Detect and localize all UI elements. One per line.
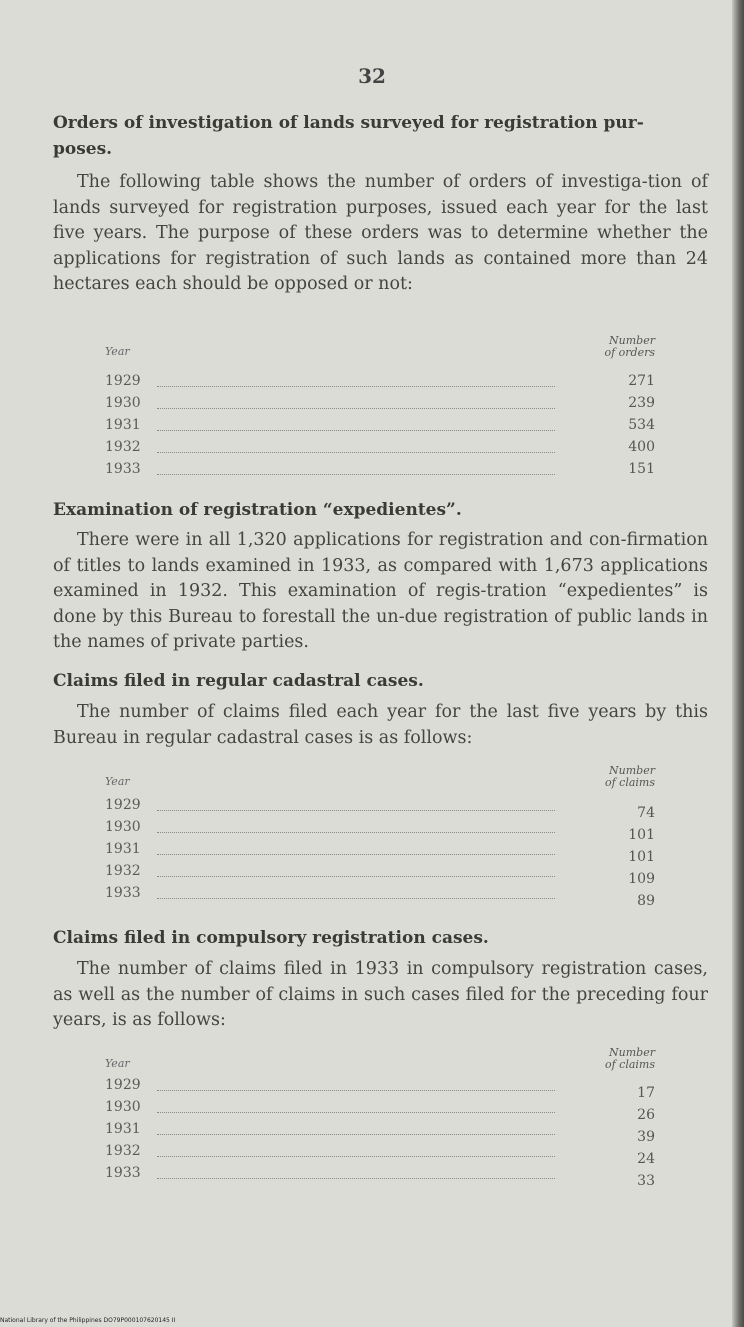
row-value: 74 bbox=[637, 805, 655, 821]
table-orders bbox=[105, 335, 655, 485]
table-row bbox=[105, 841, 655, 863]
column-header-number-line-1: Number bbox=[609, 764, 655, 777]
table-row bbox=[105, 1077, 655, 1099]
section-heading-compulsory: Claims filed in compulsory registration cases. bbox=[53, 928, 489, 948]
paragraph-text: There were in all 1,320 applications for registration and con-firmation of titles to lands examined in 1933, as compared with 1,673 applications examined in 1932. This examination of regis-tration “expedientes” is done by this Bureau to forestall the un-due registration of public lands in the names of private parties. bbox=[53, 530, 708, 652]
table-row bbox=[105, 1099, 655, 1121]
table-row bbox=[105, 439, 655, 461]
dot-leader bbox=[157, 386, 555, 387]
table-row bbox=[105, 461, 655, 483]
dot-leader bbox=[157, 1090, 555, 1091]
table-row bbox=[105, 797, 655, 819]
row-year: 1932 bbox=[105, 1143, 141, 1159]
row-year: 1932 bbox=[105, 863, 141, 879]
dot-leader bbox=[157, 854, 555, 855]
paragraph-examination bbox=[53, 528, 708, 656]
column-header-number-line-2: of claims bbox=[604, 776, 655, 789]
row-value: 239 bbox=[628, 395, 655, 411]
column-header-number-line-2: of orders bbox=[604, 346, 655, 359]
table-row bbox=[105, 1121, 655, 1143]
table-row bbox=[105, 417, 655, 439]
row-year: 1933 bbox=[105, 461, 141, 477]
table-row bbox=[105, 1165, 655, 1187]
row-value: 33 bbox=[637, 1173, 655, 1189]
dot-leader bbox=[157, 876, 555, 877]
row-year: 1930 bbox=[105, 1099, 141, 1115]
section-heading-orders bbox=[53, 110, 713, 162]
paragraph-text: The following table shows the number of orders of investiga-tion of lands surveyed for registration purposes, issued each year for the last five years. The purpose of these orders was to determine whether the applications for registration of such lands as contained more than 24 hectares each should be opposed or not: bbox=[53, 172, 708, 294]
table-row bbox=[105, 1143, 655, 1165]
dot-leader bbox=[157, 898, 555, 899]
dot-leader bbox=[157, 474, 555, 475]
column-header-year: Year bbox=[105, 345, 130, 358]
column-header-year: Year bbox=[105, 775, 130, 788]
column-header-number-line-1: Number bbox=[609, 334, 655, 347]
column-header-number-line-1: Number bbox=[609, 1046, 655, 1059]
row-year: 1930 bbox=[105, 819, 141, 835]
dot-leader bbox=[157, 1156, 555, 1157]
dot-leader bbox=[157, 452, 555, 453]
dot-leader bbox=[157, 1112, 555, 1113]
table-compulsory-claims bbox=[105, 1047, 655, 1197]
row-value: 151 bbox=[628, 461, 655, 477]
row-value: 17 bbox=[637, 1085, 655, 1101]
page-number: 32 bbox=[358, 64, 386, 88]
row-year: 1932 bbox=[105, 439, 141, 455]
column-header-year: Year bbox=[105, 1057, 130, 1070]
table-row bbox=[105, 395, 655, 417]
heading-line-2: poses. bbox=[53, 139, 113, 159]
table-row bbox=[105, 373, 655, 395]
row-year: 1929 bbox=[105, 373, 141, 389]
column-header-number-line-2: of claims bbox=[604, 1058, 655, 1071]
paragraph-text: The number of claims filed each year for the last five years by this Bureau in regular cadastral cases is as follows: bbox=[53, 702, 708, 748]
column-header-number bbox=[604, 335, 655, 359]
dot-leader bbox=[157, 408, 555, 409]
row-value: 109 bbox=[628, 871, 655, 887]
row-value: 24 bbox=[637, 1151, 655, 1167]
paragraph-orders bbox=[53, 170, 708, 298]
section-heading-examination: Examination of registration “expedientes”. bbox=[53, 500, 462, 520]
column-header-number bbox=[605, 765, 655, 789]
column-header-number bbox=[605, 1047, 655, 1071]
table-row bbox=[105, 819, 655, 841]
row-value: 39 bbox=[637, 1129, 655, 1145]
paragraph-text: The number of claims filed in 1933 in compulsory registration cases, as well as the number of claims in such cases filed for the preceding four years, is as follows: bbox=[53, 959, 708, 1030]
row-year: 1929 bbox=[105, 1077, 141, 1093]
table-row bbox=[105, 863, 655, 885]
row-year: 1931 bbox=[105, 1121, 141, 1137]
row-value: 89 bbox=[637, 893, 655, 909]
dot-leader bbox=[157, 430, 555, 431]
heading-line-1: Orders of investigation of lands surveyed for registration pur- bbox=[53, 113, 644, 133]
page-edge-shadow bbox=[732, 0, 744, 1327]
footer-library-stamp: National Library of the Philippines DO79P000107620145 II bbox=[0, 1317, 176, 1324]
row-value: 101 bbox=[628, 849, 655, 865]
row-year: 1931 bbox=[105, 841, 141, 857]
dot-leader bbox=[157, 1178, 555, 1179]
row-value: 26 bbox=[637, 1107, 655, 1123]
dot-leader bbox=[157, 1134, 555, 1135]
table-cadastral-claims bbox=[105, 765, 655, 915]
row-value: 271 bbox=[628, 373, 655, 389]
paragraph-compulsory bbox=[53, 957, 708, 1034]
row-year: 1929 bbox=[105, 797, 141, 813]
row-value: 400 bbox=[628, 439, 655, 455]
row-year: 1933 bbox=[105, 885, 141, 901]
row-year: 1930 bbox=[105, 395, 141, 411]
dot-leader bbox=[157, 810, 555, 811]
paragraph-cadastral bbox=[53, 700, 708, 751]
row-year: 1931 bbox=[105, 417, 141, 433]
row-year: 1933 bbox=[105, 1165, 141, 1181]
section-heading-cadastral: Claims filed in regular cadastral cases. bbox=[53, 671, 424, 691]
table-row bbox=[105, 885, 655, 907]
row-value: 101 bbox=[628, 827, 655, 843]
dot-leader bbox=[157, 832, 555, 833]
row-value: 534 bbox=[628, 417, 655, 433]
